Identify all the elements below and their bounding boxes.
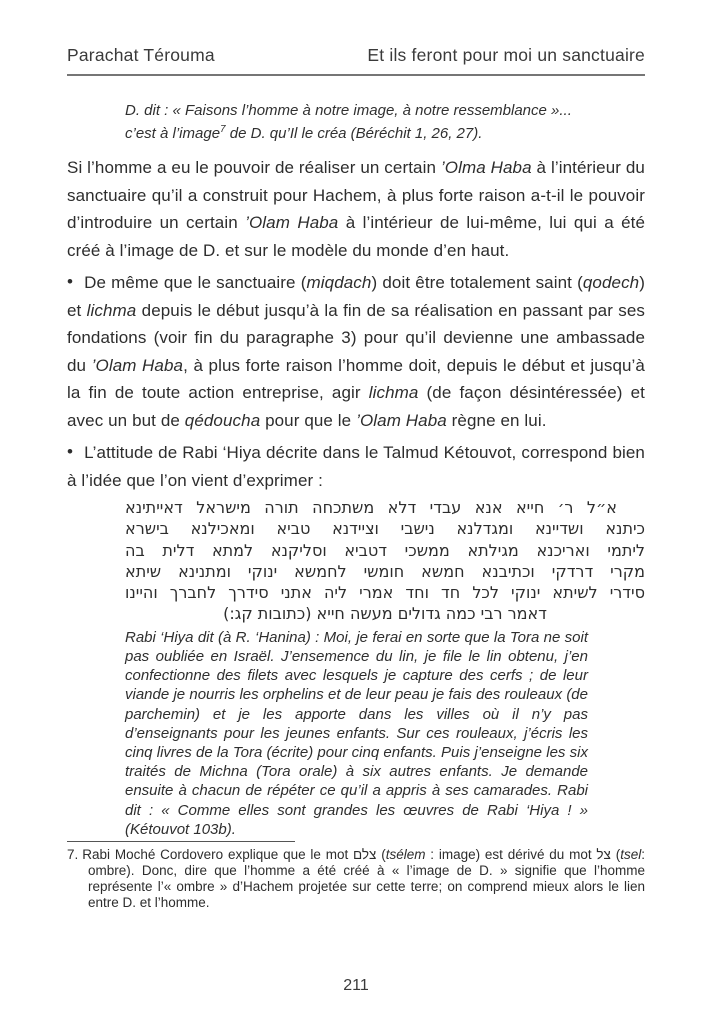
footnote-number: 7.	[67, 847, 79, 863]
hebrew-line: כיתנא ושדיינא ומגדלנא נישבי וציידנא טביא ומאכילנא בישרא	[125, 519, 645, 539]
paragraph-text: Si l’homme a eu le pouvoir de réaliser un certain ’Olma Haba à l’intérieur du sanctuaire qu’il a construit pour Hachem, à plus forte raison a-t-il le pouvoir d’introduire un certain ’Olam Haba à l’intérieur de lui-même, lui qui a été créé à l’image de D. et sur le modèle du monde d’en haut.	[67, 158, 645, 260]
hebrew-line: א״ל ר׳ חייא אנא עבדי דלא משתכחה תורה מישראל דאייתינא	[125, 498, 617, 517]
page-number: 211	[343, 977, 369, 994]
talmud-quote-hebrew	[125, 497, 645, 625]
talmud-quote-translation: Rabi ‘Hiya dit (à R. ‘Hanina) : Moi, je ferai en sorte que la Tora ne soit pas oubliée en Israël. J’ensemence du lin, je file le lin obtenu, j’en confectionne des filets avec lesquels je capture des cerfs ; de leur viande je nourris les orphelins et de leur peau je fais des rouleaux (de parchemin) et je les apporte dans les villes où il n’y pas d’enseignants pour les jeunes enfants. Sur ces rouleaux, j’écris les cinq livres de la Tora (écrite) pour cinq enfants. Puis j’enseigne les six traités de Michna (Tora orale) à six autres enfants. Je demande ensuite à chacun de répéter ce qu’il a appris à ses camarades. Rabi dit : « Comme elles sont grandes les œuvres de Rabi ‘Hiya ! » (Kétouvot 103b).	[125, 628, 588, 838]
footnote-divider	[67, 841, 295, 842]
hebrew-line: ליתמי ואריכנא מגילתא ממשכי דטביא וסליקנא למתא דלית בה	[125, 540, 645, 560]
hebrew-line: מקרי דרדקי וכתיבנא חמשא חומשי לחמשא ינוקי ומתנינא שיתא	[125, 561, 645, 581]
hebrew-line: סידרי לשיתא ינוקי לכל חד וחד אמרי ליה אתני סידרך לחברך והיינו	[125, 583, 645, 603]
paragraph-text: L’attitude de Rabi ‘Hiya décrite dans le Talmud Kétouvot, correspond bien à l’idée que l’on vient d’exprimer :	[67, 443, 645, 490]
body-paragraph	[67, 269, 645, 434]
header-section-title: Parachat Térouma	[67, 45, 215, 65]
footnote-text: Rabi Moché Cordovero explique que le mot צלם (tsélem : image) est dérivé du mot צל (tsel: ombre). Donc, dire que l’homme a été créé à « l’image de D. » signifie que l’homme représente l’« ombre » d’Hachem projetée sur cette terre; on comprend mieux alors le lien entre D. et l’homme.	[82, 847, 645, 911]
epigraph-quote	[125, 99, 645, 145]
epigraph-line: c’est à l’image$^7$ de D. qu’Il le créa (Béréchit 1, 26, 27).	[125, 124, 483, 142]
epigraph-line: D. dit : « Faisons l’homme à notre image, à notre ressemblance »...	[125, 102, 572, 119]
bullet-marker: •	[67, 442, 74, 461]
body-paragraph	[67, 439, 645, 494]
header-chapter-title: Et ils feront pour moi un sanctuaire	[367, 45, 645, 65]
hebrew-line: דאמר רבי כמה גדולים מעשה חייא (כתובות קג:)	[223, 604, 547, 624]
paragraph-text: De même que le sanctuaire (miqdach) doit être totalement saint (qodech) et lichma depuis le début jusqu’à la fin de sa réalisation en passant par ses fondations (voir fin du paragraphe 3) pour qu’il devienne une ambassade du ’Olam Haba, à plus forte raison l’homme doit, depuis le début et jusqu’à la fin de toute action entreprise, agir lichma (de façon désintéressée) et avec un but de qédoucha pour que le ’Olam Haba règne en lui.	[67, 273, 645, 430]
bullet-marker: •	[67, 272, 74, 291]
footnote	[67, 847, 645, 911]
body-paragraph	[67, 154, 645, 264]
page-header	[67, 45, 645, 76]
